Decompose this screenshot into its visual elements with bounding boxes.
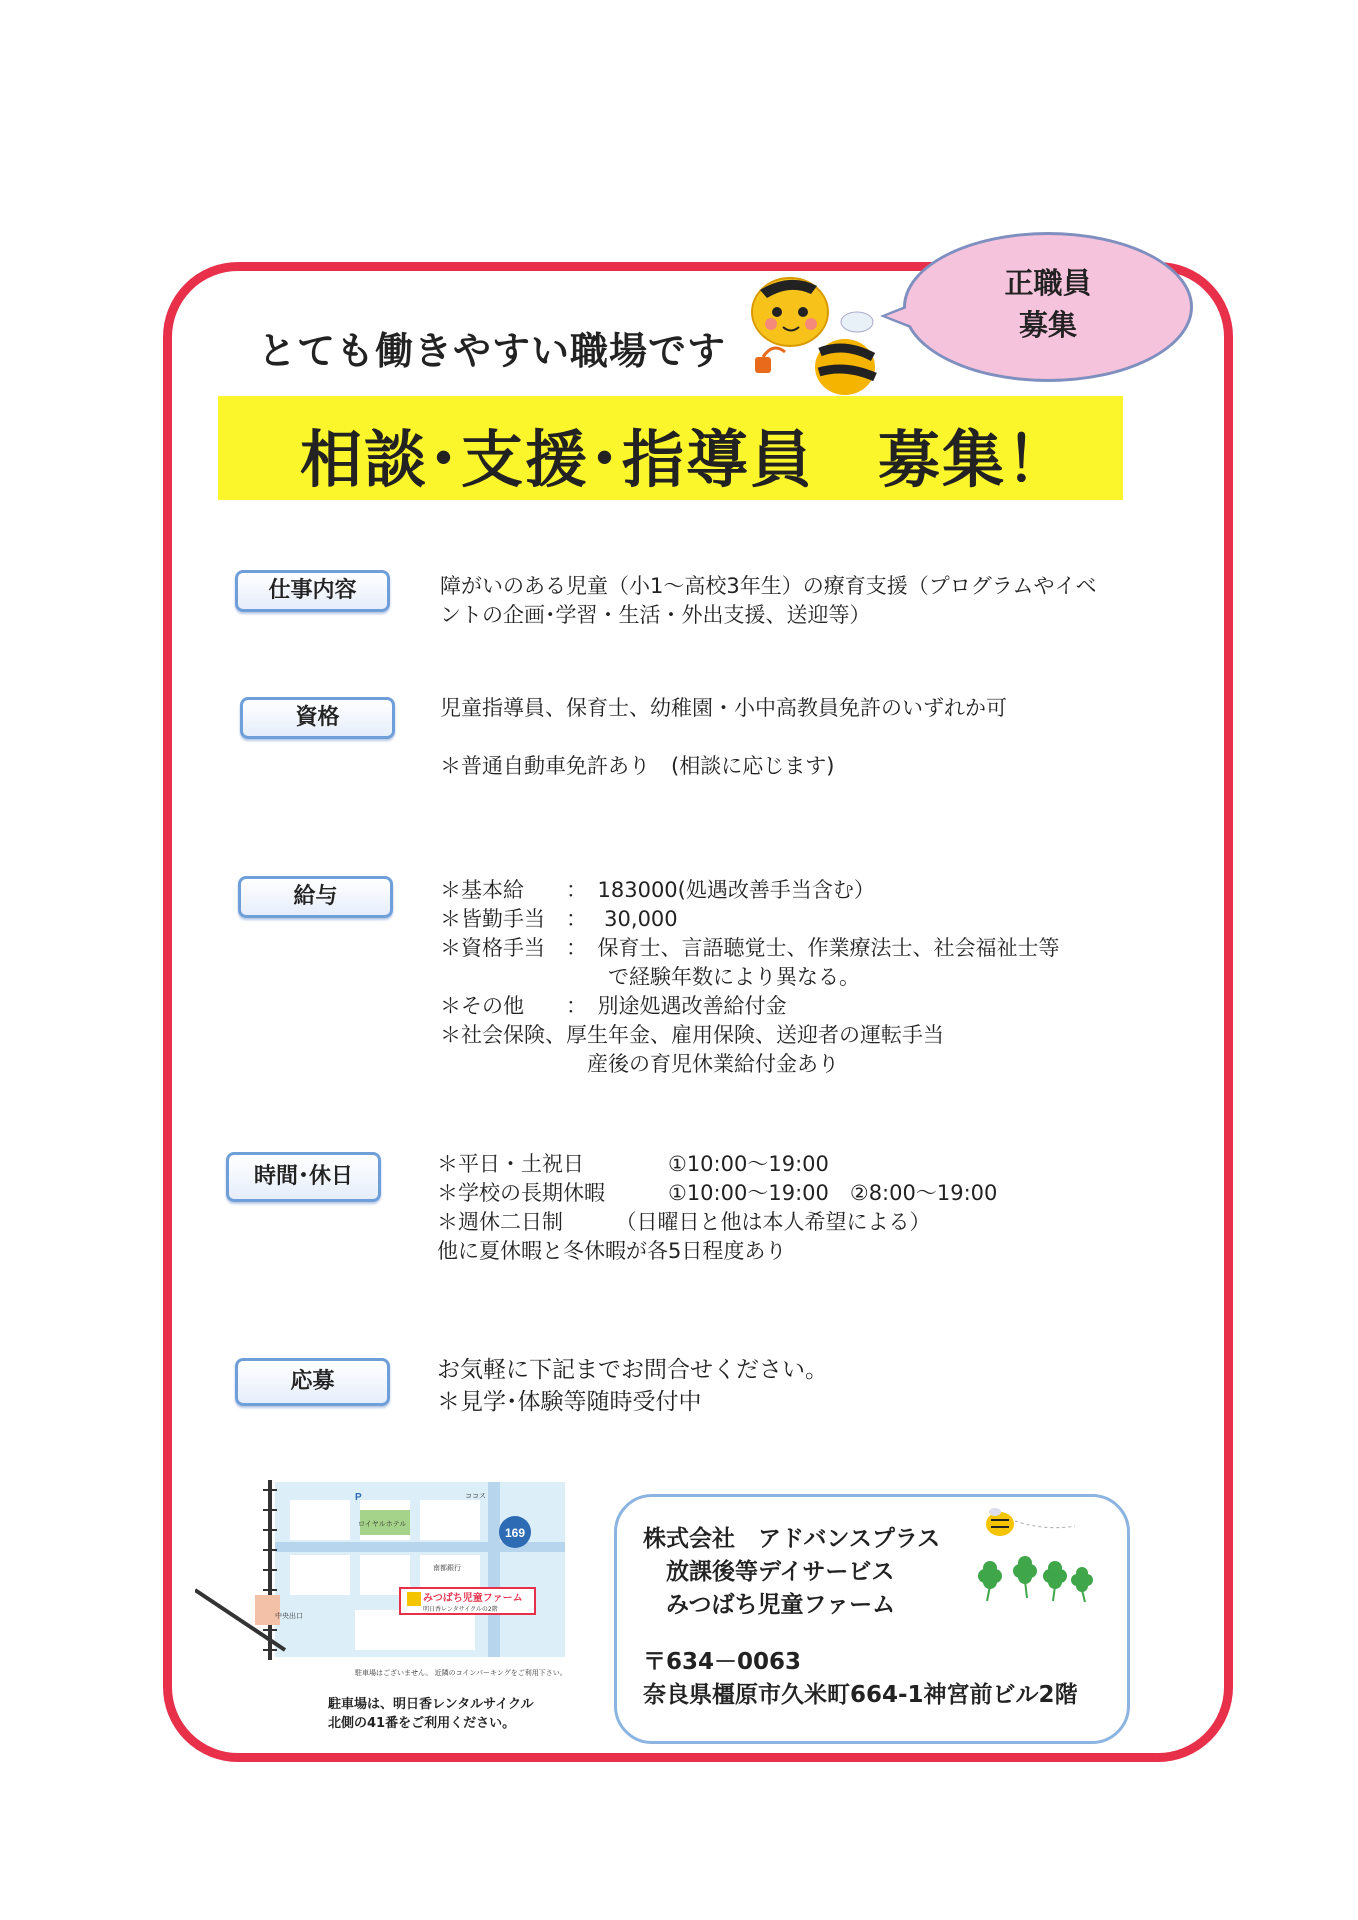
label-qualification: 資格 xyxy=(240,697,395,739)
text-hours: ＊平日・土祝日 ①10:00～19:00 ＊学校の長期休暇 ①10:00～19:00 ②8:00～19:00 ＊週休二日制 （日曜日と他は本人希望による） 他に夏休暇と冬休暇が各5日程度あり xyxy=(437,1152,998,1263)
headline-text: 相談･支援･指導員 募集！ xyxy=(300,423,1071,496)
parking-note: 駐車場は、明日香レンタルサイクル 北側の41番をご利用ください。 xyxy=(328,1697,534,1731)
label-hours: 時間･休日 xyxy=(226,1152,381,1202)
label-salary: 給与 xyxy=(238,876,393,918)
bubble-line2: 募集 xyxy=(1018,308,1077,342)
text-apply: お気軽に下記までお問合せください。 ＊見学･体験等随時受付中 xyxy=(437,1357,828,1415)
map-landmark-2: 南都銀行 xyxy=(433,1564,461,1572)
map-landmark-3: ロイヤルホテル xyxy=(358,1520,407,1528)
service-name: 放課後等デイサービス xyxy=(643,1559,895,1585)
map-landmark-4: 中央出口 xyxy=(275,1612,303,1620)
bubble-line1: 正職員 xyxy=(1004,266,1092,300)
facility-marker-icon xyxy=(407,1592,421,1606)
map-facility-label: みつばち児童ファーム xyxy=(423,1593,523,1604)
company-name: 株式会社 アドバンスプラス xyxy=(643,1526,941,1552)
address: 奈良県橿原市久米町664-1神宮前ビル2階 xyxy=(643,1682,1078,1708)
map-facility-sub: 明日香レンタサイクルの2階 xyxy=(423,1606,498,1613)
label-apply: 応募 xyxy=(235,1358,390,1406)
map-landmark-1: ココス xyxy=(465,1492,486,1500)
text-work: 障がいのある児童（小1～高校3年生）の療育支援（プログラムやイベ ントの企画･学習・生活・外出支援、送迎等） xyxy=(440,574,1097,627)
access-map xyxy=(195,1470,585,1695)
text-qualification: 児童指導員、保育士、幼稚園・小中高教員免許のいずれか可 ＊普通自動車免許あり (相談に応じます) xyxy=(440,696,1007,778)
postal-code: 〒634－0063 xyxy=(643,1649,802,1675)
bee-clover-icon xyxy=(965,1506,1105,1606)
facility-name: みつばち児童ファーム xyxy=(643,1592,896,1618)
subtitle: とても働きやすい職場です xyxy=(258,329,727,373)
text-salary: ＊基本給 ： 183000(処遇改善手当含む） ＊皆勤手当 ： 30,000 ＊資格手当 ： 保育士、言語聴覚士、作業療法士、社会福祉士等 で経験年数により異なる。 ＊その他 ： 別途処遇改善給付金 ＊社会保険、厚生年金、雇用保険、送迎者の運転手当 産後の育児休業給付金あり xyxy=(440,878,1060,1076)
map-note: 駐車場はございません。 近隣のコインパーキングをご利用下さい。 xyxy=(355,1669,567,1677)
bubble-text xyxy=(903,262,1193,346)
route-number: 169 xyxy=(504,1526,526,1540)
parking-p-icon: P xyxy=(355,1492,362,1503)
label-work: 仕事内容 xyxy=(235,570,390,612)
bee-mascot-icon xyxy=(745,272,895,402)
